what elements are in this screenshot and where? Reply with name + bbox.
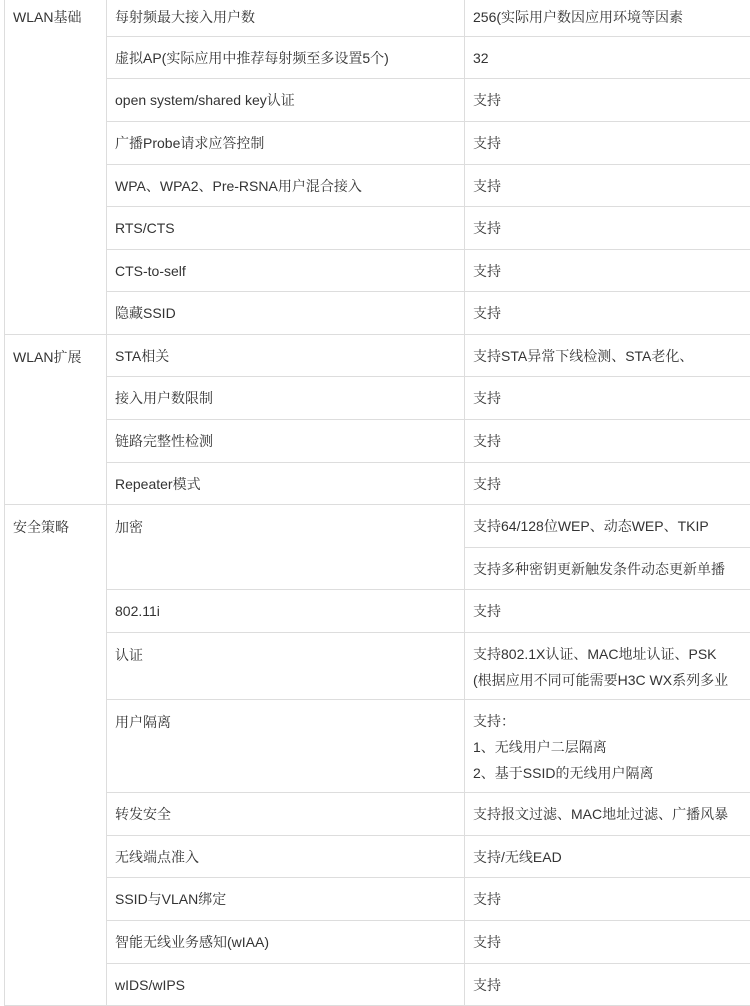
table-row: [5, 964, 750, 1006]
table-row: [5, 836, 750, 878]
category-cell: WLAN基础: [5, 0, 107, 335]
table-row: [5, 292, 750, 335]
feature-cell: WPA、WPA2、Pre-RSNA用户混合接入: [107, 165, 465, 207]
table-row: [5, 250, 750, 292]
feature-cell: 广播Probe请求应答控制: [107, 122, 465, 165]
support-line: 1、无线用户二层隔离: [473, 734, 750, 760]
feature-cell: 接入用户数限制: [107, 377, 465, 420]
table-row: [5, 463, 750, 505]
feature-cell: RTS/CTS: [107, 207, 465, 250]
feature-cell: wIDS/wIPS: [107, 964, 465, 1006]
table-row: [5, 207, 750, 250]
category-cell: 安全策略: [5, 505, 107, 1006]
support-cell: 支持: [465, 122, 750, 165]
feature-cell: 转发安全: [107, 793, 465, 836]
table-row: [5, 335, 750, 377]
support-cell: 支持: [465, 207, 750, 250]
support-cell: 支持/无线EAD: [465, 836, 750, 878]
support-cell: [465, 700, 750, 793]
support-cell: 256(实际用户数因应用环境等因素: [465, 0, 750, 37]
feature-cell: open system/shared key认证: [107, 79, 465, 122]
support-line: 支持：: [473, 708, 750, 734]
table-row: [5, 878, 750, 921]
feature-cell: 智能无线业务感知(wIAA): [107, 921, 465, 964]
support-cell: 支持: [465, 250, 750, 292]
support-cell: 32: [465, 37, 750, 79]
table-row: [5, 377, 750, 420]
feature-cell: 无线端点准入: [107, 836, 465, 878]
feature-cell: 用户隔离: [107, 700, 465, 793]
table-row: [5, 122, 750, 165]
support-cell: 支持: [465, 165, 750, 207]
feature-cell: STA相关: [107, 335, 465, 377]
support-cell: 支持: [465, 292, 750, 335]
feature-cell: 隐藏SSID: [107, 292, 465, 335]
feature-cell: 加密: [107, 505, 465, 590]
support-cell: 支持: [465, 463, 750, 505]
feature-cell: 认证: [107, 633, 465, 700]
table-row: [5, 921, 750, 964]
support-line: (根据应用不同可能需要H3C WX系列多业: [473, 667, 750, 693]
table-row: [5, 0, 750, 37]
table-row: [5, 700, 750, 793]
feature-cell: SSID与VLAN绑定: [107, 878, 465, 921]
support-cell: 支持64/128位WEP、动态WEP、TKIP: [465, 505, 750, 548]
table-row: [5, 633, 750, 700]
support-cell: [465, 633, 750, 700]
table-row: [5, 37, 750, 79]
spec-table: [4, 0, 750, 1006]
category-cell: WLAN扩展: [5, 335, 107, 505]
support-cell: 支持: [465, 921, 750, 964]
feature-cell: 虚拟AP(实际应用中推荐每射频至多设置5个): [107, 37, 465, 79]
support-cell: 支持: [465, 79, 750, 122]
support-line: 2、基于SSID的无线用户隔离: [473, 760, 750, 786]
table-row: [5, 165, 750, 207]
support-cell: 支持STA异常下线检测、STA老化、: [465, 335, 750, 377]
support-cell: 支持报文过滤、MAC地址过滤、广播风暴: [465, 793, 750, 836]
feature-cell: 链路完整性检测: [107, 420, 465, 463]
support-cell: 支持: [465, 590, 750, 633]
support-cell: 支持多种密钥更新触发条件动态更新单播: [465, 548, 750, 590]
feature-cell: 每射频最大接入用户数: [107, 0, 465, 37]
feature-cell: 802.11i: [107, 590, 465, 633]
table-row: [5, 590, 750, 633]
table-row: [5, 420, 750, 463]
table-row: [5, 505, 750, 548]
support-line: 支持802.1X认证、MAC地址认证、PSK: [473, 641, 750, 667]
support-cell: 支持: [465, 878, 750, 921]
feature-cell: CTS-to-self: [107, 250, 465, 292]
feature-cell: Repeater模式: [107, 463, 465, 505]
table-row: [5, 79, 750, 122]
support-cell: 支持: [465, 377, 750, 420]
support-cell: 支持: [465, 964, 750, 1006]
table-row: [5, 793, 750, 836]
support-cell: 支持: [465, 420, 750, 463]
